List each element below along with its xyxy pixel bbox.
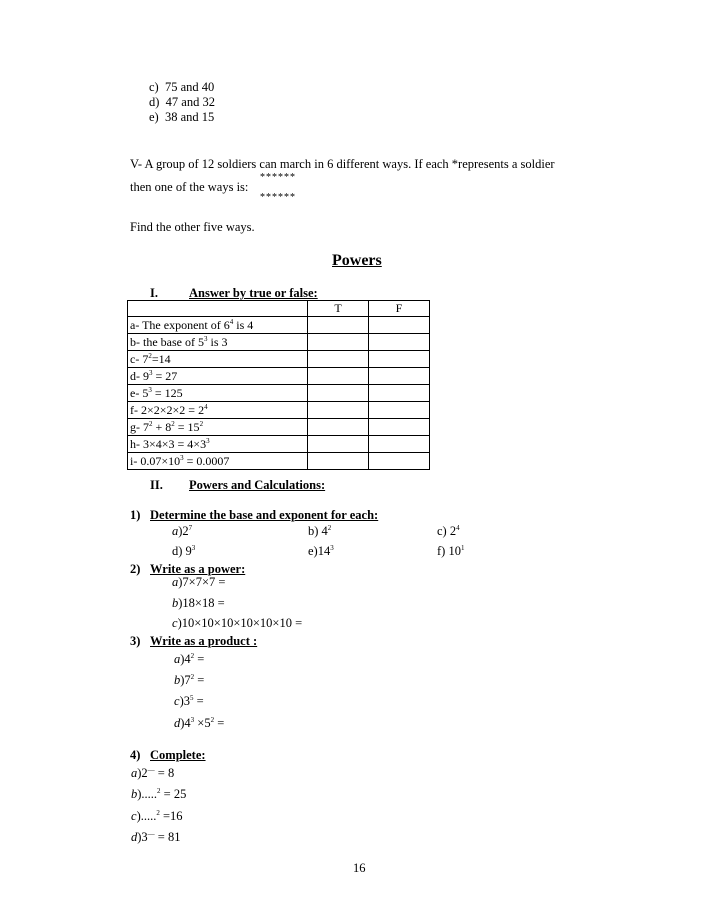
q2-item-c: c)10×10×10×10×10×10 = [172,616,303,630]
true-cell[interactable] [308,436,369,453]
false-cell[interactable] [369,402,430,419]
true-cell[interactable] [308,368,369,385]
false-cell[interactable] [369,385,430,402]
true-cell[interactable] [308,334,369,351]
false-cell[interactable] [369,436,430,453]
q4-heading: Complete: [150,748,206,762]
problem-v-line1: V- A group of 12 soldiers can march in 6 different ways. If each *represents a soldier [130,157,555,171]
table-row [128,453,430,470]
table-row [128,351,430,368]
q3-item-b: $b)7^2$ = [174,672,205,687]
stars-row-1: ****** [260,172,296,183]
true-cell[interactable] [308,351,369,368]
col-true-header: T [308,301,369,317]
q1-item-c: c) $2^4$ [437,523,460,538]
q1-item-a: $a)2^7$ [172,523,193,538]
false-cell[interactable] [369,419,430,436]
q4-label: 4) [130,748,141,762]
q3-item-c: $c)3^5$ = [174,693,204,708]
q3-heading: Write as a product : [150,634,258,648]
table-row [128,402,430,419]
q1-item-b: b) $4^2$ [308,523,332,538]
part1-number: I. [150,286,158,300]
table-header-row [128,301,430,317]
option-d: d) 47 and 32 [149,95,215,109]
true-cell[interactable] [308,419,369,436]
option-e: e) 38 and 15 [149,110,215,124]
q1-item-f: f) $10^1$ [437,543,465,558]
q2-item-b: b)18×18 = [172,596,225,610]
page-title: Powers [332,252,382,269]
q3-item-a: $a)4^2$ = [174,651,205,666]
table-row [128,317,430,334]
problem-v-line2: then one of the ways is: [130,180,249,194]
q4-item-a: a)2— = 8 [131,765,175,780]
statement-e: e- $5^3 = 125$ [128,385,308,402]
true-cell[interactable] [308,453,369,470]
q4-item-c: c).....$^2$ =16 [131,808,183,823]
problem-v-instruction: Find the other five ways. [130,220,255,234]
table-row [128,436,430,453]
statement-a: a- The exponent of $6^4$ is 4 [128,317,308,334]
part2-heading: Powers and Calculations: [189,478,326,492]
table-row [128,419,430,436]
table-header-blank [128,301,308,317]
part2-number: II. [150,478,163,492]
false-cell[interactable] [369,368,430,385]
statement-h: h- $3\times 4\times 3 = 4\times 3^3$ [128,436,308,453]
stars-row-2: ****** [260,192,296,203]
statement-g: g- $7^2 + 8^2 = 15^2$ [128,419,308,436]
false-cell[interactable] [369,453,430,470]
statement-f: f- $2\times 2\times 2\times 2 = 2^4$ [128,402,308,419]
q1-item-d: d) $9^3$ [172,543,196,558]
page-number: 16 [353,861,366,875]
statement-i: i- $0.07\times 10^3 = 0.0007$ [128,453,308,470]
true-cell[interactable] [308,317,369,334]
q3-item-d: $d)4^3 \times 5^2$ = [174,715,225,730]
true-cell[interactable] [308,385,369,402]
q4-item-d: d)3— = 81 [131,829,181,844]
table-row [128,385,430,402]
q2-item-a: a)7×7×7 = [172,575,226,589]
q1-heading: Determine the base and exponent for each: [150,508,379,522]
true-cell[interactable] [308,402,369,419]
q2-label: 2) [130,562,141,576]
false-cell[interactable] [369,334,430,351]
col-false-header: F [369,301,430,317]
q1-label: 1) [130,508,141,522]
part1-heading: Answer by true or false: [189,286,318,300]
q3-label: 3) [130,634,141,648]
true-false-table [127,300,430,470]
statement-b: b- the base of $5^3$ is 3 [128,334,308,351]
statement-d: d- $9^3 = 27$ [128,368,308,385]
table-row [128,368,430,385]
statement-c: c- $7^2=14$ [128,351,308,368]
q2-heading: Write as a power: [150,562,246,576]
table-row [128,334,430,351]
false-cell[interactable] [369,351,430,368]
option-c: c) 75 and 40 [149,80,215,94]
q4-item-b: b).....$^2$ = 25 [131,786,187,801]
q1-item-e: $e)14^3$ [308,543,334,558]
false-cell[interactable] [369,317,430,334]
